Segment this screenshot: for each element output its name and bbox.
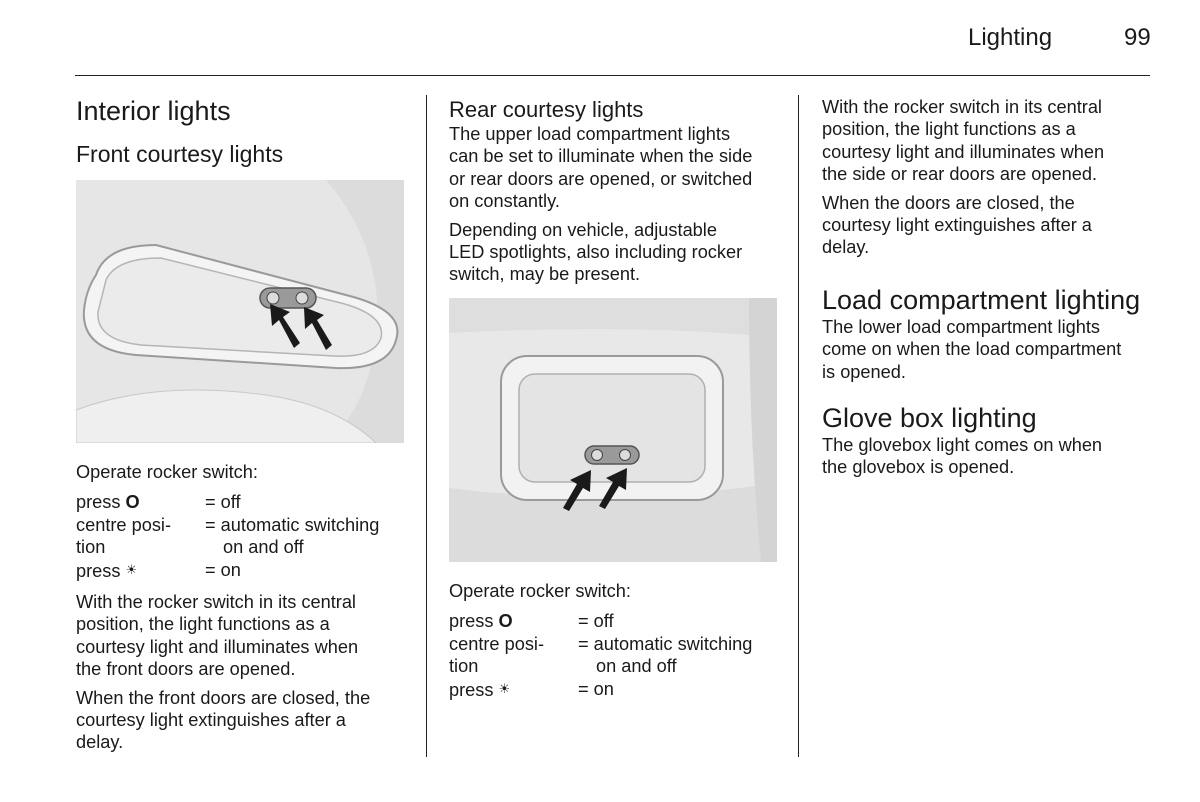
heading-load-compartment-lighting: Load compartment lighting <box>822 284 1141 315</box>
column-3 <box>822 96 1162 479</box>
switch-row-on: press ☀ = on <box>76 559 241 581</box>
off-symbol-icon: O <box>125 492 140 513</box>
heading-interior-lights: Interior lights <box>76 96 231 126</box>
column-2 <box>449 97 789 286</box>
rear-courtesy-light-illustration <box>449 298 777 562</box>
switch-table <box>449 610 789 700</box>
switch-row-auto-cont: tion on and off <box>449 656 677 677</box>
paragraph-upper-load-lights: The upper load compartment lights can be set to illuminate when the side or rear doors are opened, or switched on constantly. <box>449 124 753 212</box>
switch-row-off: press O = off <box>76 492 241 513</box>
switch-table <box>76 491 416 581</box>
column-1 <box>76 96 416 168</box>
front-courtesy-light-illustration <box>76 180 404 443</box>
section-title: Lighting <box>968 24 1053 51</box>
switch-row-on: press ☀ = on <box>449 678 614 700</box>
header-divider <box>75 75 1150 76</box>
operate-instruction: Operate rocker switch: <box>449 581 631 601</box>
paragraph-rear-central: With the rocker switch in its central position, the light functions as a courtesy light and illuminates when the side or rear doors are opened. <box>822 97 1105 185</box>
operate-instruction: Operate rocker switch: <box>76 462 258 482</box>
page-number: 99 <box>1124 24 1151 51</box>
switch-row-auto: centre posi- = automatic switching <box>76 514 380 535</box>
switch-row-auto-cont: tion on and off <box>76 537 304 558</box>
column-divider <box>426 95 427 757</box>
switch-row-off: press O = off <box>449 611 614 632</box>
courtesy-light-icon: ☀ <box>498 680 511 696</box>
paragraph-glove-box: The glovebox light comes on when the glovebox is opened. <box>822 435 1103 478</box>
paragraph-front-closed: When the front doors are closed, the courtesy light extinguishes after a delay. <box>76 687 371 753</box>
switch-row-auto: centre posi- = automatic switching <box>449 633 753 654</box>
paragraph-led-spotlights: Depending on vehicle, adjustable LED spotlights, also including rocker switch, may be present. <box>449 219 743 285</box>
paragraph-load-compartment: The lower load compartment lights come on when the load compartment is opened. <box>822 316 1122 382</box>
courtesy-light-icon: ☀ <box>125 561 138 577</box>
column-divider <box>798 95 799 757</box>
heading-front-courtesy-lights: Front courtesy lights <box>76 141 284 167</box>
heading-glove-box-lighting: Glove box lighting <box>822 403 1037 434</box>
off-symbol-icon: O <box>498 611 513 632</box>
heading-rear-courtesy-lights: Rear courtesy lights <box>449 97 644 122</box>
paragraph-rear-closed: When the doors are closed, the courtesy light extinguishes after a delay. <box>822 192 1092 258</box>
paragraph-front-central: With the rocker switch in its central position, the light functions as a courtesy light and illuminates when the front doors are opened. <box>76 591 359 680</box>
